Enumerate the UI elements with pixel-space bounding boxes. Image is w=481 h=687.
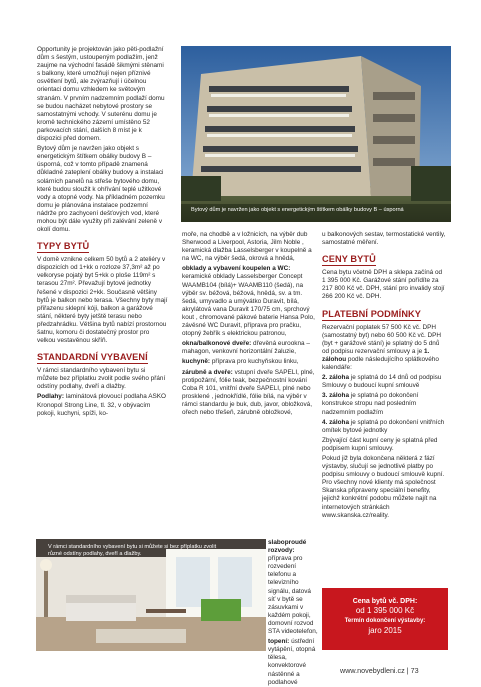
heading-prices: CENY BYTŮ	[322, 254, 376, 265]
paragraph	[182, 265, 316, 338]
text: Rezervační poplatek 57 500 Kč vč. DPH (samostatný byt) nebo 60 500 Kč vč. DPH (byt + garážové stání) je splatný do 5 dnů od podpisu rezervační smlouvy a je	[322, 323, 441, 355]
paragraph	[37, 393, 168, 417]
paragraph: Zbývající část kupní ceny je splatná před podpisem kupní smlouvy.	[322, 436, 438, 452]
paragraph	[322, 374, 446, 390]
building-render-image	[181, 46, 451, 222]
footer-url: www.novebydleni.cz	[340, 666, 405, 675]
text: laminátová plovoucí podlaha ASKO Kronopol Strong Line, tl. 32, v obývacím pokoji, kuchyni, spíži, ko-	[37, 393, 166, 417]
paragraph	[182, 340, 316, 356]
text: podle následujícího splátkového kalendáře:	[322, 355, 439, 372]
heading-payment-terms: PLATEBNÍ PODMÍNKY	[322, 308, 422, 319]
bold-label: 2. záloha	[322, 374, 349, 382]
text: je splatná do 14 dnů od podpisu Smlouvy o budoucí kupní smlouvě	[322, 374, 442, 390]
text-column-1	[37, 46, 168, 576]
bold-label: kuchyně:	[182, 358, 211, 366]
text-column-3	[322, 231, 446, 571]
text: je splatná po dokončení vnitřních omítek bytové jednotky	[322, 418, 445, 434]
paragraph: Opportunity je projektován jako pěti-podlažní dům s šestým, ustoupeným podlažím, jenž zaujme na východní fasádě šikmými stěnami s balkony, které umožňují nejen příznivé osvětlení bytů, ale zvýrazňují i účelnou orientaci domu vzhledem ke světovým stranám. V prvním nadzemním podlaží domu se budou nacházet nebytové prostory se samostatnými vchody. V suterénu domu je kromě technického zázemí umístěno 52 parkovacích stání, dalších 8 míst je k dispozici před domem.	[37, 46, 165, 143]
paragraph	[268, 539, 318, 636]
text: příprava pro kuchyňskou linku,	[210, 358, 299, 366]
paragraph	[322, 324, 446, 373]
photo-caption: Bytový dům je navržen jako objekt s energetickým štítkem obálky budovy B – úsporná	[191, 207, 404, 213]
bold-label: slaboproudé rozvody:	[268, 539, 307, 555]
text-column-2-continued	[268, 539, 318, 686]
bold-label: 4. záloha	[322, 418, 349, 426]
paragraph	[322, 419, 446, 435]
paragraph	[322, 392, 446, 416]
completion-label: Termín dokončení výstavby:	[344, 618, 426, 624]
text: keramické obklady Lasselsberger Concept WAAMB104 (bílá)+ WAAMB110 (šedá), na výběr sv. béžová, béžová, hnědá, sv. a tm. šedá, umyvadlo a umývátko Duravit, bílá, akrylátová vana Duravit 170/75 cm, sprchový kout , chromované pákové baterie Hansa Polo, závěsné WC Duravit, příprava pro pračku, otopný žebřík s elektrickou patronou,	[182, 273, 315, 338]
heading-apartment-types: TYPY BYTŮ	[37, 241, 90, 252]
price-info-box	[322, 588, 448, 650]
interior-photo	[36, 539, 266, 651]
footer-separator: |	[406, 666, 409, 675]
paragraph: Cena bytu včetně DPH a sklepa začíná od 1 395 000 Kč. Garážové stání pořídíte za 217 800 Kč vč. DPH, stání pro invalidy stojí 266 200 Kč vč. DPH.	[322, 269, 445, 301]
paragraph: V rámci standardního vybavení bytu si můžete bez příplatku zvolit podle svého přání odstíny podlahy, dveří a dlažby.	[37, 367, 166, 391]
paragraph: V domě vznikne celkem 50 bytů a 2 ateliéry v dispozicích od 1+kk o rozloze 37,3m² až po velkoryse pojatý byt 5+kk o ploše 119m² s terasou 27m². Převažují bytové jednotky řešené v dispozici 2+kk. Současně většiny bytů je balkon nebo terasa. Všechny byty mají přiřazenu sklepní kóji, balkon a garážové stání, některé byty jetště terasu nebo předzahrádku. Většina bytů nabízí prostornou šatnu, komoru či dostatečný prostor pro velkou vestavěnou skříň.	[37, 256, 168, 345]
paragraph: Bytový dům je navržen jako objekt s energetickým štítkem obálky budovy B – úsporná, což v tomto případě znamená důkladné zateplení obálky budovy a instalaci solárních panelů na střeše bytového domu, které budou sloužit k ohřívání teplé užitkové vody a otopné vody. Na příkladném pozemku domu je plánována instalace podzemní nádrže pro zachycení dešťových vod, které mohou být dále využity při zalévání zeleně v okolí domu.	[37, 145, 165, 234]
bold-label: 3. záloha	[322, 392, 349, 400]
bold-label: topení:	[268, 638, 290, 646]
text: příprava pro rozvedení telefonu a televizního signálu, datová síť v bytě se zásuvkami v každém pokoji, domovní rozvod STA videotelefon,	[268, 555, 318, 636]
paragraph	[268, 638, 318, 687]
heading-standard-equipment: STANDARDNÍ VYBAVENÍ	[37, 352, 148, 363]
price-label: Cena bytů vč. DPH:	[352, 598, 418, 605]
bold-label: Podlahy:	[37, 393, 64, 401]
photo-caption: V rámci standardního vybavení bytu si můžete si bez příplatku zvolit různé odstíny podlahy, dveří a dlažby.	[48, 544, 217, 557]
building-photo	[181, 46, 451, 222]
completion-value: jaro 2015	[368, 626, 402, 635]
price-value: od 1 395 000 Kč	[355, 606, 415, 615]
bold-label: zárubně a dveře:	[182, 368, 233, 376]
page-number: 73	[410, 666, 419, 675]
text: ústřední vytápění, otopná tělesa, konvektorové nástěnné a podlahové	[268, 638, 316, 686]
paragraph	[182, 369, 316, 418]
paragraph: u balkonových sestav, termostatické ventily, samostatné měření.	[322, 231, 446, 247]
text: vstupní dveře SAPELI, plné, protipožární, fólie teak, bezpečnostní kování Coba R 101, vnitřní dveře SAPELI, plné nebo prosklené , jednokřídlé, fólie bílá, na výběr v rámci standardu je buk, dub, javor, obložková, ořech nebo třešeň, zárubně obložkové,	[182, 368, 315, 416]
page-footer	[340, 666, 450, 675]
bold-label: obklady a vybavení koupelen a WC:	[182, 265, 291, 273]
text: je splatná po dokončení konstrukce stropu nad posledním nadzemním podlažím	[322, 392, 419, 416]
paragraph	[182, 358, 316, 366]
bold-label: okna/balkonové dveře:	[182, 340, 252, 348]
paragraph: moře, na chodbě a v ložnicích, na výběr dub Sherwood a Liverpool, Astoria, Jilm Noble , keramická dlažba Lasselsberger v koupelně a na WC, na výběr šedá, okrová a hnědá,	[182, 231, 312, 263]
text-column-2	[182, 231, 316, 539]
paragraph: Pokud již byla dokončena některá z fází výstavby, slučují se jednotlivé platby po podpisu smlouvy o budoucí smlouvě kupní. Pro všechny nové klienty má společnost Skanska připraveny speciální benefity, jejichž konkrétní podobu můžete najít na internetových stránkách www.skanska.cz/reality.	[322, 454, 445, 519]
bold-label: 1. zálohou	[322, 347, 430, 363]
text: dřevěná eurookna – mahagon, venkovní horizontální žaluzie,	[182, 340, 310, 356]
